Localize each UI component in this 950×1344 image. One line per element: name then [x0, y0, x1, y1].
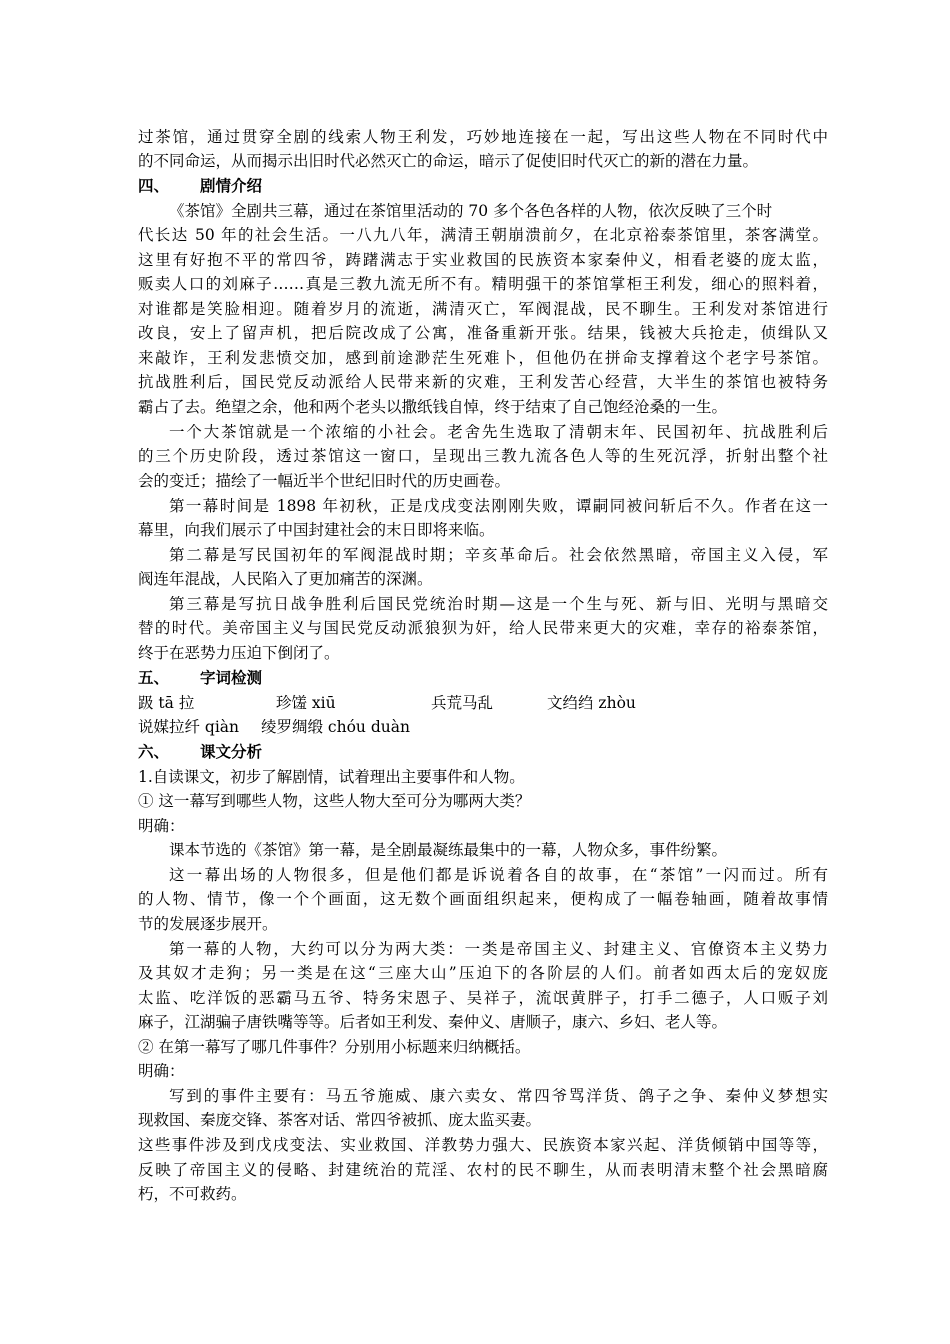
vocab-word-1: 趿 tā 拉 — [138, 694, 195, 712]
question-1: ① 这一幕写到哪些人物，这些人物大至可分为哪两大类？ — [138, 792, 531, 810]
section-5-title: 字词检测 — [200, 668, 263, 687]
plot-line-2: 代长达 50 年的社会生活。一八九八年，满清王朝崩溃前夕，在北京裕泰茶馆里，茶客满堂。 — [138, 226, 828, 244]
plot-line-8: 抗战胜利后，国民党反动派给人民带来新的灾难，王利发苦心经营，大半生的茶馆也被特务 — [138, 373, 828, 391]
section-6-heading — [138, 742, 828, 762]
section-5-heading — [138, 668, 828, 688]
vocab-word-3: 兵荒马乱 — [431, 694, 494, 712]
vocab-row-2 — [138, 717, 828, 737]
act3-line-2: 替的时代。美帝国主义与国民党反动派狼狈为奸，给人民带来更大的灾难，幸存的裕泰茶馆， — [138, 619, 828, 637]
act2-line-2: 阀连年混战，人民陷入了更加痛苦的深渊。 — [138, 570, 433, 588]
vocab-word-4: 文绉绉 zhòu — [547, 694, 636, 712]
answer-1-para-3-line-3: 太监、吃洋饭的恶霸马五爷、特务宋恩子、吴祥子，流氓黄胖子，打手二德子，人口贩子刘 — [138, 989, 828, 1007]
vocab-word-6: 绫罗绸缎 chóu duàn — [261, 718, 410, 736]
section-4-heading — [138, 176, 828, 196]
plot-line-5: 对谁都是笑脸相迎。随着岁月的流逝，满清灭亡，军阀混战，民不聊生。王利发对茶馆进行 — [138, 300, 828, 318]
intro-line-1: 过茶馆，通过贯穿全剧的线索人物王利发，巧妙地连接在一起，写出这些人物在不同时代中 — [138, 128, 828, 146]
society-line-2: 的三个历史阶段，透过茶馆这一窗口，呈现出三教九流各色人等的生死沉浮，折射出整个社 — [138, 447, 828, 465]
section-4-number: 四、 — [138, 176, 170, 195]
answer-1-para-3-line-1: 第一幕的人物，大约可以分为两大类：一类是帝国主义、封建主义、官僚资本主义势力 — [169, 940, 828, 958]
answer-2-para-2-line-1: 这些事件涉及到戊戌变法、实业救国、洋教势力强大、民族资本家兴起、洋货倾销中国等等， — [138, 1136, 828, 1154]
act1-line-1: 第一幕时间是 1898 年初秋，正是戊戌变法刚刚失败，谭嗣同被问斩后不久。作者在这一 — [169, 497, 828, 515]
section-6-title: 课文分析 — [200, 742, 263, 761]
answer-1-para-1: 课本节选的《茶馆》第一幕，是全剧最凝练最集中的一幕，人物众多，事件纷繁。 — [169, 841, 728, 859]
answer-1-label: 明确： — [138, 817, 185, 835]
plot-line-9: 霸占了去。绝望之余，他和两个老头以撒纸钱自悼，终于结束了自己饱经沧桑的一生。 — [138, 398, 728, 416]
answer-1-para-2-line-1: 这一幕出场的人物很多，但是他们都是诉说着各自的故事，在“茶馆”一闪而过。所有 — [169, 866, 828, 884]
section-4-title: 剧情介绍 — [200, 176, 263, 195]
plot-line-3: 这里有好抱不平的常四爷，踌躇满志于实业救国的民族资本家秦仲义，相看老婆的庞太监， — [138, 251, 828, 269]
vocab-word-2: 珍馐 xiū — [276, 694, 336, 712]
vocab-row-1 — [138, 693, 828, 713]
act3-line-1: 第三幕是写抗日战争胜利后国民党统治时期—这是一个生与死、新与旧、光明与黑暗交 — [169, 595, 828, 613]
answer-2-para-1-line-1: 写到的事件主要有：马五爷施威、康六卖女、常四爷骂洋货、鸽子之争、秦仲义梦想实 — [169, 1087, 828, 1105]
society-line-3: 会的变迁；描绘了一幅近半个世纪旧时代的历史画卷。 — [138, 472, 511, 490]
act2-line-1: 第二幕是写民国初年的军阀混战时期；辛亥革命后。社会依然黑暗，帝国主义入侵，军 — [169, 546, 828, 564]
answer-1-para-2-line-2: 的人物、情节，像一个个画面，这无数个画面组织起来，便构成了一幅卷轴画，随着故事情 — [138, 890, 828, 908]
act3-line-3: 终于在恶势力压迫下倒闭了。 — [138, 644, 340, 662]
task-1: 1.自读课文，初步了解剧情，试着理出主要事件和人物。 — [138, 768, 525, 786]
answer-2-para-1-line-2: 现救国、秦庞交锋、茶客对话、常四爷被抓、庞太监买妻。 — [138, 1111, 542, 1129]
answer-1-para-3-line-2: 及其奴才走狗；另一类是在这“三座大山”压迫下的各阶层的人们。前者如西太后的宠奴庞 — [138, 964, 828, 982]
plot-line-1: 《茶馆》全剧共三幕，通过在茶馆里活动的 70 多个各色各样的人物，依次反映了三个时 — [169, 202, 773, 220]
section-5-number: 五、 — [138, 668, 170, 687]
plot-line-4: 贩卖人口的刘麻子……真是三教九流无所不有。精明强干的茶馆掌柜王利发，细心的照料着， — [138, 275, 828, 293]
society-line-1: 一个大茶馆就是一个浓缩的小社会。老舍先生选取了清朝末年、民国初年、抗战胜利后 — [169, 423, 828, 441]
vocab-word-5: 说媒拉纤 qiàn — [138, 718, 240, 736]
answer-1-para-3-line-4: 麻子，江湖骗子唐铁嘴等等。后者如王利发、秦仲义、唐顺子，康六、乡妇、老人等。 — [138, 1013, 728, 1031]
answer-1-para-2-line-3: 节的发展逐步展开。 — [138, 915, 278, 933]
plot-line-7: 来敲诈，王利发悲愤交加，感到前途渺茫生死难卜，但他仍在拼命支撑着这个老字号茶馆。 — [138, 349, 828, 367]
answer-2-para-2-line-3: 朽，不可救药。 — [138, 1185, 247, 1203]
section-6-number: 六、 — [138, 742, 170, 761]
answer-2-label: 明确： — [138, 1062, 185, 1080]
question-2: ② 在第一幕写了哪几件事件？分别用小标题来归纳概括。 — [138, 1038, 531, 1056]
answer-2-para-2-line-2: 反映了帝国主义的侵略、封建统治的荒淫、农村的民不聊生，从而表明清末整个社会黑暗腐 — [138, 1161, 828, 1179]
plot-line-6: 改良，安上了留声机，把后院改成了公寓，准备重新开张。结果，钱被大兵抢走，侦缉队又 — [138, 324, 828, 342]
act1-line-2: 幕里，向我们展示了中国封建社会的末日即将来临。 — [138, 521, 495, 539]
intro-line-2: 的不同命运，从而揭示出旧时代必然灭亡的命运，暗示了促使旧时代灭亡的新的潜在力量。 — [138, 152, 759, 170]
